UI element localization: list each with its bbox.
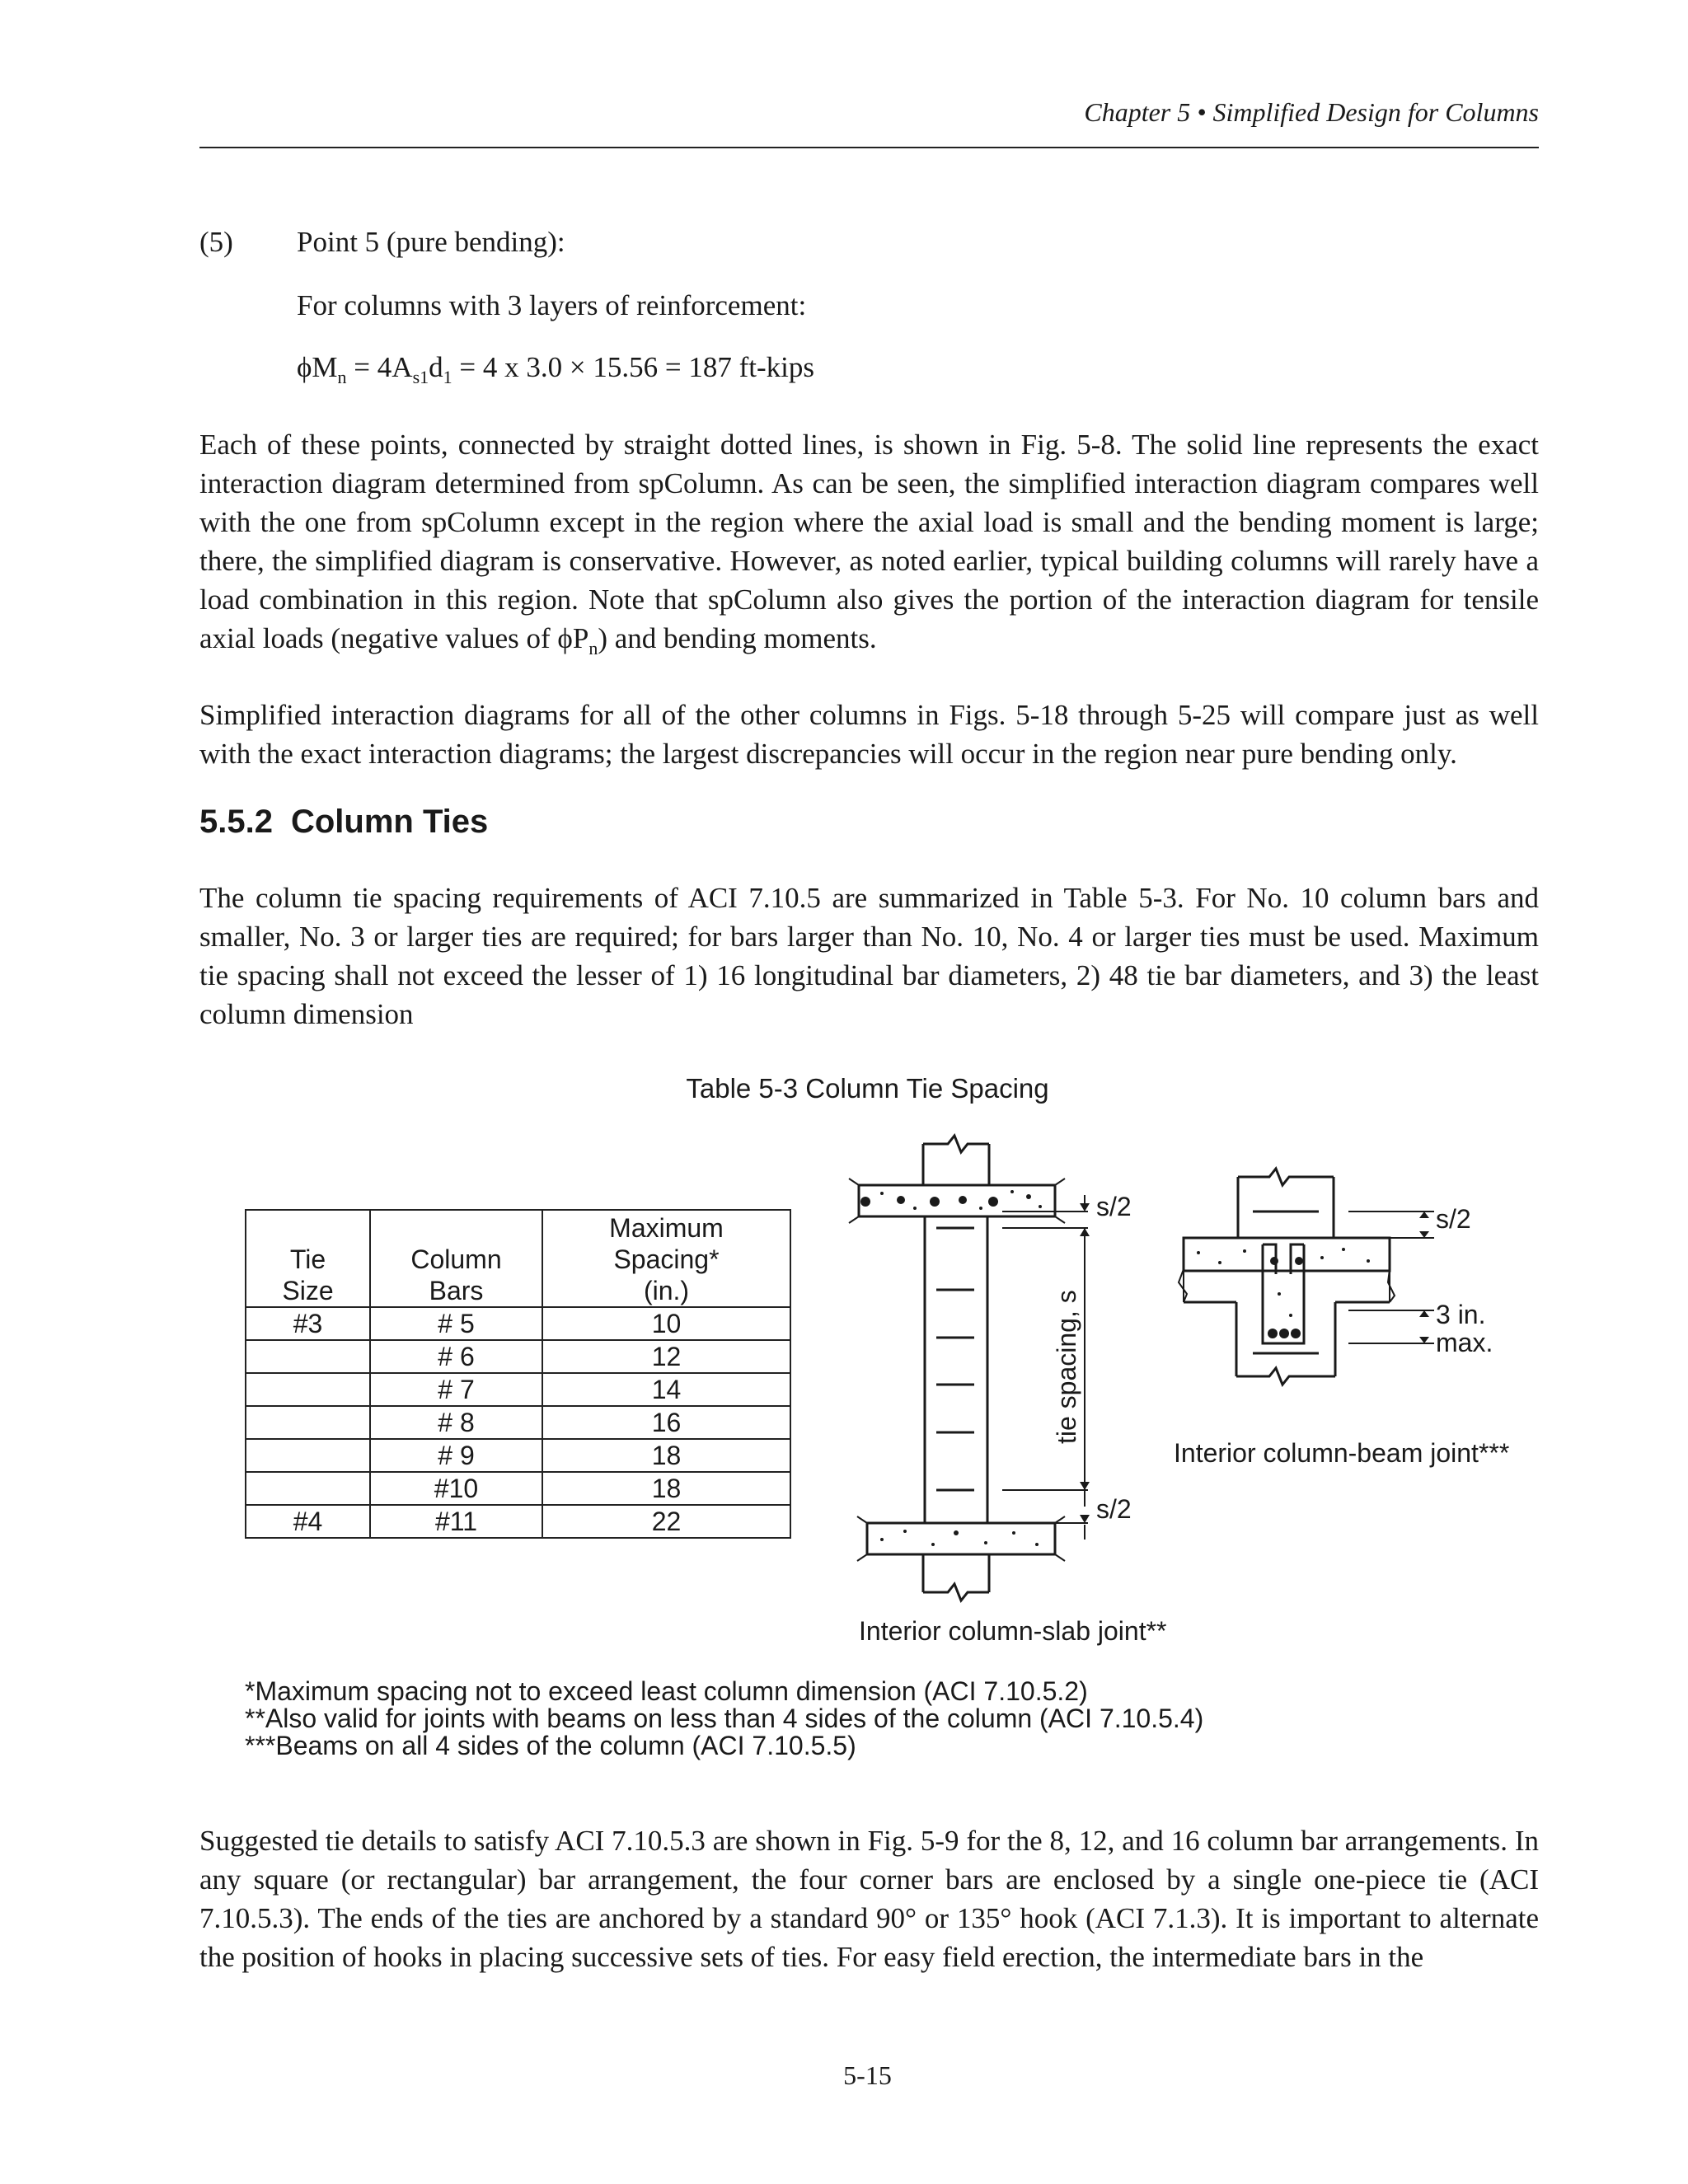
cell-column-bars: # 7 bbox=[370, 1373, 542, 1406]
eq-rhs: = 4 x 3.0 × 15.56 = 187 ft-kips bbox=[452, 351, 814, 383]
section-heading bbox=[199, 804, 488, 841]
moment-equation bbox=[297, 348, 814, 387]
paragraph-simplified-diagrams: Simplified interaction diagrams for all of the other columns in Figs. 5-18 through 5-25 will compare just as well with the exact interaction diagrams; the largest discrepancies will occur in the region near pure bending only. bbox=[199, 699, 1539, 770]
label-three-inches: 3 in. bbox=[1436, 1300, 1486, 1329]
cell-tie-size bbox=[246, 1472, 370, 1505]
page-number: 5-15 bbox=[843, 2060, 892, 2090]
beam-joint-caption: Interior column-beam joint*** bbox=[1174, 1438, 1510, 1468]
table-footnotes bbox=[245, 1678, 1203, 1760]
eq-part2: d bbox=[429, 351, 443, 383]
cell-tie-size: #4 bbox=[246, 1505, 370, 1538]
table-row bbox=[246, 1373, 790, 1406]
cell-tie-size bbox=[246, 1406, 370, 1439]
label-half-spacing-beam: s/2 bbox=[1436, 1204, 1471, 1234]
eq-part2-sub: 1 bbox=[443, 367, 452, 387]
header-text: Spacing* bbox=[613, 1244, 720, 1274]
header-column-bars bbox=[370, 1210, 542, 1307]
eq-part1: = 4A bbox=[346, 351, 413, 383]
footnote: *Maximum spacing not to exceed least column dimension (ACI 7.10.5.2) bbox=[245, 1676, 1088, 1706]
cell-column-bars: # 5 bbox=[370, 1307, 542, 1340]
cell-max-spacing: 14 bbox=[542, 1373, 790, 1406]
footnote: ***Beams on all 4 sides of the column (ACI 7.10.5.5) bbox=[245, 1731, 856, 1760]
running-head: Chapter 5 • Simplified Design for Columns bbox=[1084, 97, 1539, 127]
eq-lhs-sub: n bbox=[337, 367, 347, 387]
section-number: 5.5.2 bbox=[199, 804, 273, 840]
cell-max-spacing: 16 bbox=[542, 1406, 790, 1439]
header-text: Tie bbox=[289, 1244, 326, 1274]
cell-tie-size bbox=[246, 1373, 370, 1406]
paragraph-interaction-diagram bbox=[199, 425, 1539, 658]
table-row bbox=[246, 1406, 790, 1439]
column-beam-joint-drawing bbox=[1179, 1169, 1434, 1385]
table-row bbox=[246, 1439, 790, 1472]
table-row bbox=[246, 1307, 790, 1340]
cell-max-spacing: 12 bbox=[542, 1340, 790, 1373]
cell-max-spacing: 18 bbox=[542, 1472, 790, 1505]
tie-detail-figure bbox=[824, 1121, 1550, 1648]
label-max: max. bbox=[1436, 1328, 1493, 1357]
eq-lhs: ϕM bbox=[297, 351, 338, 383]
paragraph-tie-requirements: The column tie spacing requirements of ACI 7.10.5 are summarized in Table 5-3. For No. 10 column bars and smaller, No. 3 or larger ties are required; for bars larger than No. 10, No. 4 or larger ties must be used. Maximum tie spacing shall not exceed the lesser of 1) 16 longitudinal bar diameters, 2) 48 tie bar diameters, and 3) the least column dimension bbox=[199, 882, 1539, 1030]
label-half-spacing-bottom: s/2 bbox=[1096, 1494, 1132, 1524]
header-tie-size bbox=[246, 1210, 370, 1307]
table-caption: Table 5-3 Column Tie Spacing bbox=[686, 1073, 1049, 1104]
footnote: **Also valid for joints with beams on less than 4 sides of the column (ACI 7.10.5.4) bbox=[245, 1704, 1204, 1733]
cell-column-bars: # 9 bbox=[370, 1439, 542, 1472]
paragraph-tie-details: Suggested tie details to satisfy ACI 7.10.5.3 are shown in Fig. 5-9 for the 8, 12, and 16 column bar arrangements. In any square (or rectangular) bar arrangement, the four corner bars are enclosed by a single one-piece tie (ACI 7.10.5.3). The ends of the ties are anchored by a standard 90° or 135° hook (ACI 7.1.3). It is important to alternate the position of hooks in placing successive sets of ties. For easy field erection, the intermediate bars in the bbox=[199, 1825, 1539, 1973]
header-text: Bars bbox=[429, 1276, 484, 1305]
header-rule bbox=[199, 147, 1539, 148]
tie-spacing-table bbox=[245, 1209, 791, 1539]
cell-tie-size bbox=[246, 1439, 370, 1472]
header-text: Column bbox=[410, 1244, 502, 1274]
table-row bbox=[246, 1472, 790, 1505]
cell-column-bars: #11 bbox=[370, 1505, 542, 1538]
header-text: Maximum bbox=[609, 1213, 724, 1243]
cell-max-spacing: 18 bbox=[542, 1439, 790, 1472]
paragraph1-tail: ) and bending moments. bbox=[598, 622, 877, 654]
header-text: (in.) bbox=[643, 1276, 690, 1305]
eq-part1-sub: s1 bbox=[412, 367, 429, 387]
table-row bbox=[246, 1340, 790, 1373]
item-heading: Point 5 (pure bending): bbox=[297, 226, 565, 258]
slab-joint-caption: Interior column-slab joint** bbox=[859, 1616, 1167, 1646]
cell-column-bars: # 6 bbox=[370, 1340, 542, 1373]
item-subheading: For columns with 3 layers of reinforcement: bbox=[297, 289, 807, 321]
label-half-spacing-top: s/2 bbox=[1096, 1192, 1132, 1221]
header-max-spacing bbox=[542, 1210, 790, 1307]
paragraph1-sub: n bbox=[588, 638, 598, 658]
cell-max-spacing: 10 bbox=[542, 1307, 790, 1340]
beam-dimension-arrows bbox=[1419, 1212, 1429, 1343]
label-tie-spacing: tie spacing, s bbox=[1052, 1290, 1081, 1444]
slab-aggregate-dots bbox=[860, 1190, 1042, 1546]
table-header-row bbox=[246, 1210, 790, 1307]
cell-tie-size: #3 bbox=[246, 1307, 370, 1340]
cell-max-spacing: 22 bbox=[542, 1505, 790, 1538]
section-title: Column Ties bbox=[290, 804, 489, 840]
item-number: (5) bbox=[199, 226, 233, 258]
header-text: Size bbox=[282, 1276, 334, 1305]
cell-column-bars: # 8 bbox=[370, 1406, 542, 1439]
cell-column-bars: #10 bbox=[370, 1472, 542, 1505]
cell-tie-size bbox=[246, 1340, 370, 1373]
table-row bbox=[246, 1505, 790, 1538]
paragraph1-text: Each of these points, connected by straight dotted lines, is shown in Fig. 5-8. The solid line represents the exact interaction diagram determined from spColumn. As can be seen, the simplified interaction diagram compares well with the one from spColumn except in the region where the axial load is small and the bending moment is large; there, the simplified diagram is conservative. However, as noted earlier, typical building columns will rarely have a load combination in this region. Note that spColumn also gives the portion of the interaction diagram for tensile axial loads (negative values of ϕP bbox=[199, 429, 1539, 654]
